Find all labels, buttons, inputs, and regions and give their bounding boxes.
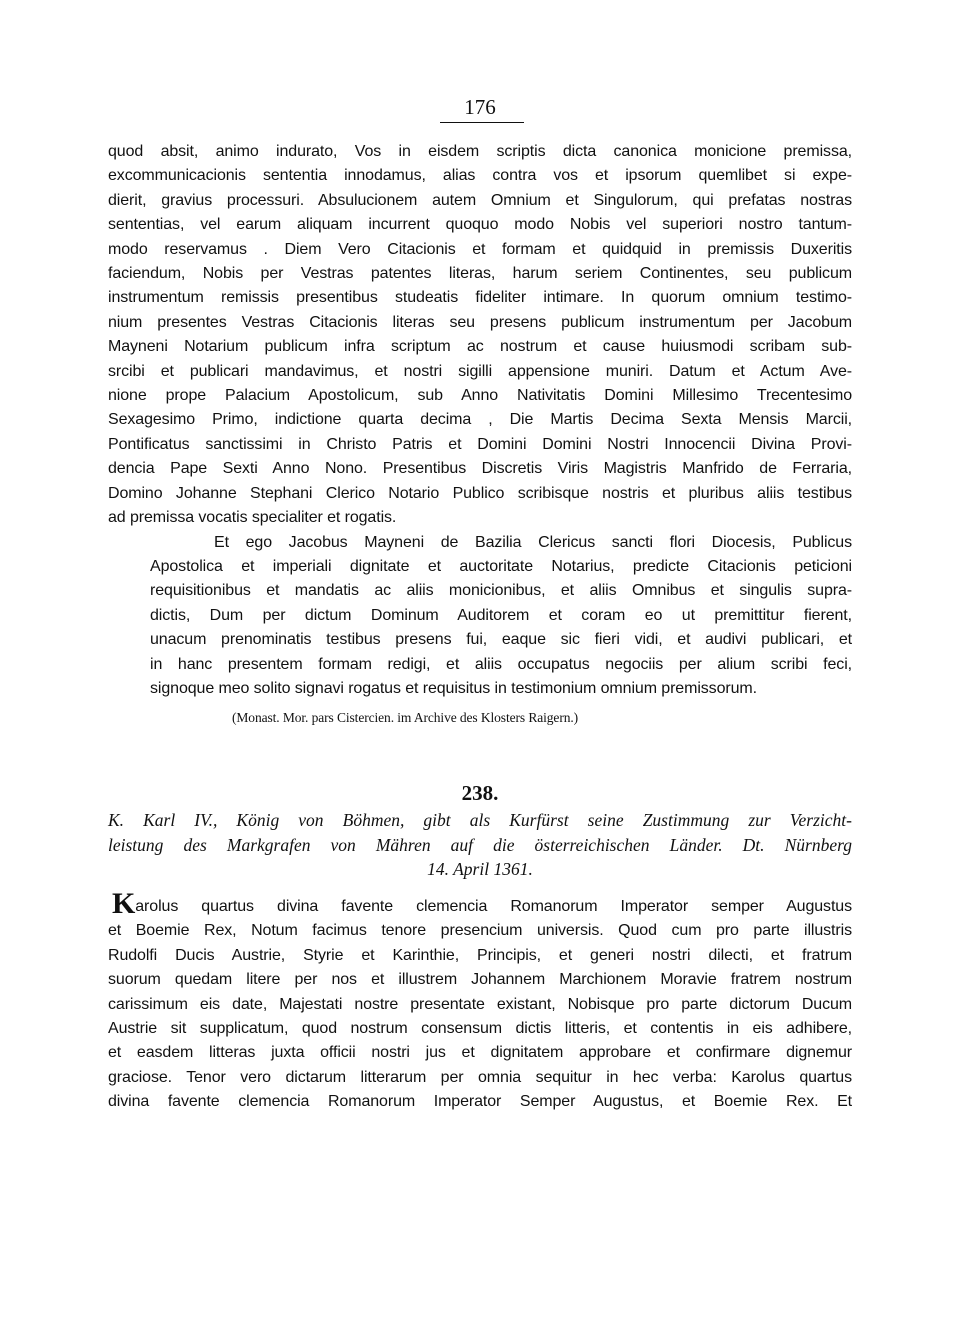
text-line: ad premissa vocatis specialiter et rogatis. [108,509,397,527]
text-line: dencia Pape Sexti Anno Nono. Presentibus Discretis Viris Magistris Manfrido de Ferraria, [108,460,852,478]
text-line: nione prope Palacium Apostolicum, sub Anno Nativitatis Domini Millesimo Trecentesimo [108,387,852,405]
text-line: dierit, gravius processuri. Absulucionem autem Omnium et Singulorum, qui prefatas nostras [108,191,852,209]
text-line: dictis, Dum per dictum Dominum Auditorem et coram eo ut premittitur fierent, [150,606,852,624]
charter-text [108,887,852,1115]
archive-source-note: (Monast. Mor. pars Cistercien. im Archive des Klosters Raigern.) [232,710,579,726]
continued-document-text [108,140,852,729]
text-line: carissimum eis date, Majestati nostre presentate existant, Nobisque pro parte dictorum Ducum [108,995,852,1013]
text-line: Austrie sit supplicatum, quod nostrum consensum dictis litteris, et contentis in eis adhibere, [108,1020,852,1038]
text-line: modo reservamus . Diem Vero Citacionis et formam et quidquid in premissis Duxeritis [108,240,852,258]
text-line: Sexagesimo Primo, indictione quarta decima , Die Martis Decima Sexta Mensis Marcii, [108,411,852,429]
text-line: signoque meo solito signavi rogatus et requisitus in testimonium omnium premissorum. [150,679,757,697]
page-number-rule [440,122,524,123]
text-line: quod absit, animo indurato, Vos in eisdem scriptis dicta canonica monicione premissa, [108,143,852,160]
page-number: 176 [464,95,496,119]
text-line: Mayneni Notarium publicum infra scriptum ac nostrum et cause huiusmodi scribam sub- [108,338,852,356]
text-line: faciendum, Nobis per Vestras patentes literas, harum seriem Continentes, seu publicum [108,265,852,283]
text-line: instrumentum remissis presentibus studeatis fideliter intimare. In quorum omnium testimo- [108,289,852,307]
text-line: unacum prenominatis testibus presens fui, eaque sic fieri vidi, et audivi publicari, et [150,631,852,649]
notary-attestation [150,531,852,702]
text-line: Et ego Jacobus Mayneni de Bazilia Clericus sancti flori Diocesis, Publicus [214,533,852,551]
text-line: Apostolica et imperiali dignitate et auctoritate Notarius, predicte Citacionis peticioni [150,557,852,575]
text-line: srcibi et publicari mandavimus, et nostri sigilli appensione muniri. Datum et Actum Ave- [108,362,852,380]
text-line: sententias, vel earum aliquam incurrent quoquo modo Nobis vel superiori nostro tantum- [108,216,852,234]
text-line [108,887,852,920]
text-line: et Boemie Rex, Notum facimus tenore presencium universis. Quod cum pro parte illustris [108,922,852,940]
drop-initial: K [112,887,136,920]
text-line: Domino Johanne Stephani Clerico Notario Publico scribisque nostris et pluribus aliis testibus [108,484,852,502]
regest-line: K. Karl IV., König von Böhmen, gibt als Kurfürst seine Zustimmung zur Verzicht- [108,810,852,830]
text-line: et easdem litteras juxta officii nostri jus et dignitatem approbare et confirmare dignemur [108,1044,852,1062]
text-line: suorum quedam litere per nos et illustrem Johannem Marchionem Moravie fratrem nostrum [108,971,852,989]
text-line: Rudolfi Ducis Austrie, Styrie et Karinthie, Principis, et generi nostri dilecti, et fratrum [108,946,852,964]
text-line: Pontificatus sanctissimi in Christo Patris et Domini Domini Nostri Innocencii Divina Provi- [108,435,852,453]
text-line: requisitionibus et mandatis ac aliis monicionibus, et aliis Omnibus et singulis supra- [150,582,852,600]
text-line: divina favente clemencia Romanorum Imperator Semper Augustus, et Boemie Rex. Et [108,1093,852,1111]
document-regest [108,808,852,882]
regest-date-line: 14. April 1361. [427,859,533,879]
text-line: in hanc presentem formam redigi, et aliis occupatus negociis per alium scribi feci, [150,655,852,673]
text-line-rest: arolus quartus divina favente clemencia Romanorum Imperator semper Augustus [135,898,852,915]
text-line: nium presentes Vestras Citacionis literas seu presens publicum instrumentum per Jacobum [108,313,852,331]
continuation-paragraph [108,140,852,531]
document-number: 238. [461,781,499,805]
text-line: excommunicacionis sententia innodamus, alias contra vos et ipsorum quemlibet si expe- [108,167,852,185]
text-line: graciose. Tenor vero dictarum litterarum per omnia sequitur in hec verba: Karolus quartus [108,1068,852,1086]
regest-line: leistung des Markgrafen von Mähren auf die österreichischen Länder. Dt. Nürnberg [108,834,852,855]
